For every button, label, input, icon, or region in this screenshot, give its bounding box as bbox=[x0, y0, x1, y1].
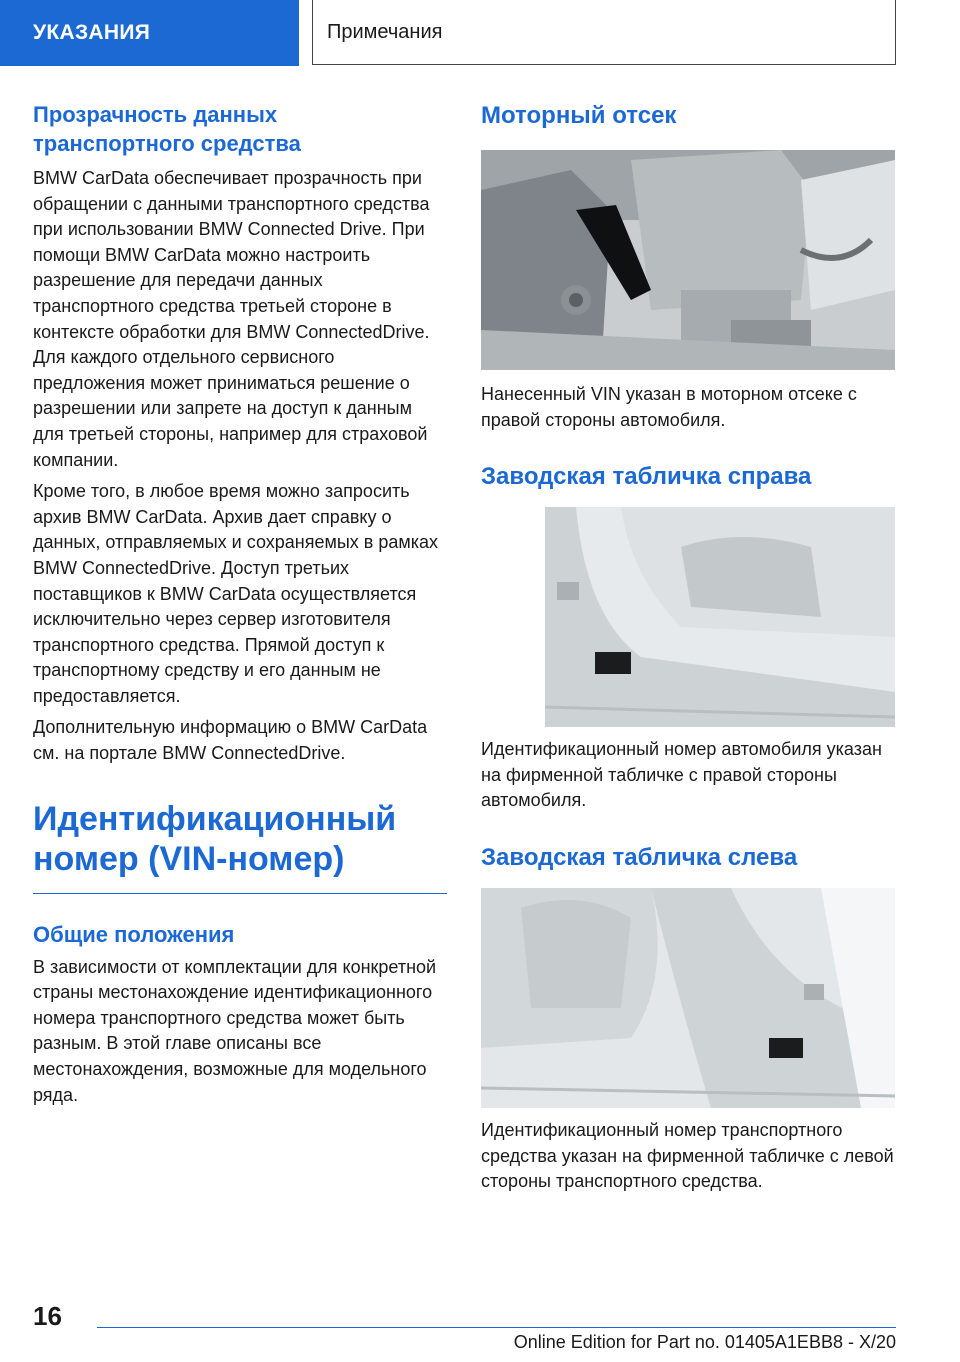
section-title: Примечания bbox=[327, 20, 443, 43]
caption-engine-compartment: Нанесенный VIN указан в моторном отсеке с правой стороны автомобиля. bbox=[481, 384, 857, 430]
paragraph-cardata-archive: Кроме того, в любое время можно запросить архив BMW CarData. Архив дает справку о данных, отправляемых и сохраняемых в рамках BMW ConnectedDrive. Доступ третьих поставщиков к BMW CarData осуществляется исключительно через сервер изготовителя транспортного средства. Прямой доступ к транспортному средству и его данным не предоставляется. bbox=[33, 481, 439, 706]
heading-plate-left: Заводская табличка слева bbox=[481, 843, 798, 871]
heading-vin-number: Идентификационный номер (VIN-номер) bbox=[33, 799, 447, 894]
caption-plate-left: Идентификационный номер транспортного средства указан на фирменной табличке с левой стороны транспортного средства. bbox=[481, 1119, 894, 1192]
caption-plate-right: Идентификационный номер автомобиля указан на фирменной табличке с правой стороны автомобиля. bbox=[481, 739, 882, 811]
heading-plate-right: Заводская табличка справа bbox=[481, 463, 812, 491]
plate-left-image bbox=[481, 888, 895, 1108]
footer-divider bbox=[97, 1327, 896, 1328]
paragraph-general: В зависимости от комплектации для конкретной страны местонахождение идентификационного номера транспортного средства может быть разным. В этой главе описаны все местонахождения, возможные для модельного ряда. bbox=[33, 956, 437, 1105]
paragraph-cardata-portal: Дополнительную информацию о BMW CarData см. на портале BMW ConnectedDrive. bbox=[33, 717, 428, 764]
heading-engine-compartment: Моторный отсек bbox=[481, 102, 677, 129]
engine-compartment-image bbox=[481, 150, 895, 370]
chapter-tab bbox=[0, 0, 299, 66]
paragraph-cardata-intro: BMW CarData обеспечивает прозрачность при обращении с данными транспортного средства при использовании BMW Connected Drive. При помощи BMW CarData можно настроить разрешение для передачи данных транспортного средства третьей стороне в контексте обработки для BMW ConnectedDrive. Для каждого отдельного сервисного предложения может приниматься решение о разрешении или запрете на доступ к данным для третьей стороны, например для страховой компании. bbox=[33, 168, 430, 470]
plate-right-image bbox=[481, 507, 895, 727]
heading-general: Общие положения bbox=[33, 921, 235, 947]
chapter-title: УКАЗАНИЯ bbox=[33, 21, 151, 44]
section-header bbox=[312, 0, 896, 65]
heading-data-transparency: Прозрачность данных транспортного средства bbox=[33, 102, 301, 156]
right-column bbox=[481, 100, 895, 1195]
left-column bbox=[33, 100, 447, 1108]
footer-edition: Online Edition for Part no. 01405A1EBB8 - X/20 bbox=[513, 1332, 896, 1352]
page-number: 16 bbox=[33, 1301, 62, 1331]
